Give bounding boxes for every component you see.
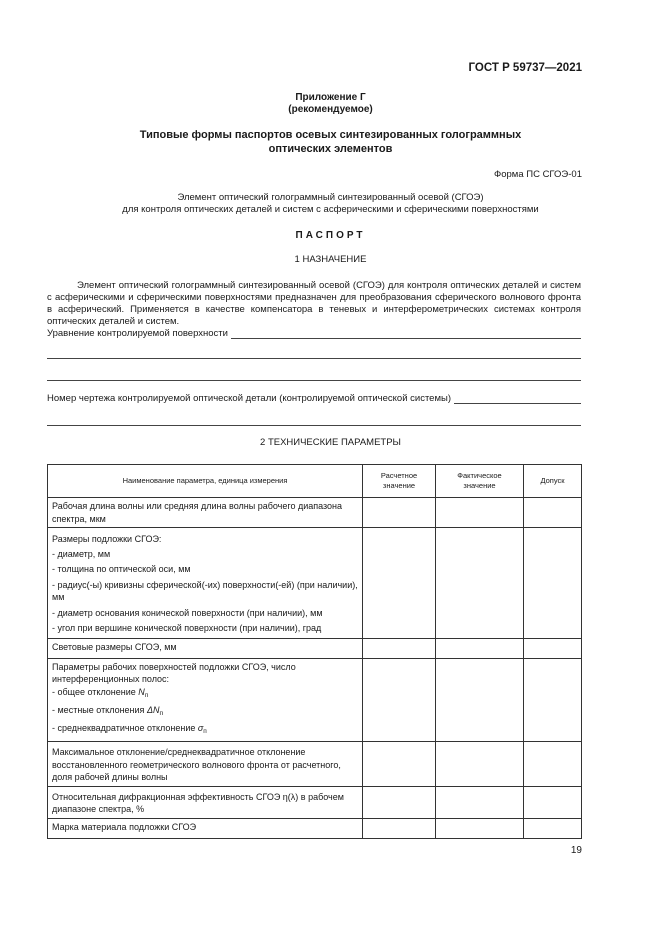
param-light-size: Световые размеры СГОЭ, мм: [48, 639, 363, 659]
calculated-cell[interactable]: [363, 498, 436, 528]
appendix-heading: [0, 92, 661, 116]
section1-title: 1 НАЗНАЧЕНИЕ: [294, 254, 367, 265]
equation-fill-line[interactable]: [231, 328, 581, 339]
forms-title-line1: Типовые формы паспортов осевых синтезированных голограммных: [139, 129, 522, 141]
section2-title: 2 ТЕХНИЧЕСКИЕ ПАРАМЕТРЫ: [260, 437, 401, 448]
equation-label: Уравнение контролируемой поверхности: [47, 328, 228, 339]
local-deviation-item: - местные отклонения $\Delta N_п$: [52, 705, 164, 717]
header-parameter: Наименование параметра, единица измерения: [48, 465, 363, 498]
drawing-number-label: Номер чертежа контролируемой оптической детали (контролируемой оптической системы): [47, 393, 451, 404]
actual-cell[interactable]: [436, 818, 524, 838]
standard-number: ГОСТ Р 59737—2021: [468, 62, 582, 74]
table-header-row: [48, 465, 582, 498]
calculated-cell[interactable]: [363, 742, 436, 787]
header-calculated: Расчетное значение: [363, 465, 436, 498]
element-description: [0, 192, 661, 216]
table-row: [48, 498, 582, 528]
actual-cell[interactable]: [436, 659, 524, 742]
calculated-cell[interactable]: [363, 659, 436, 742]
blank-line[interactable]: [47, 425, 581, 426]
param-wavefront-deviation: Максимальное отклонение/среднеквадратичное отклонение восстановленного геометрического волнового фронта от расчетного, доля рабочей длины волны: [48, 742, 363, 787]
param-substrate-size: Размеры подложки СГОЭ: - диаметр, мм - толщина по оптической оси, мм - радиус(-ы) кривизны сферической(-их) поверхности(-ей) (при наличии), мм - диаметр основания конической поверхности (при наличии), мм - угол при вершине конической поверхности (при наличии), град: [48, 528, 363, 639]
element-description-line1: Элемент оптический голограммный синтезированный осевой (СГОЭ): [177, 192, 484, 203]
calculated-cell[interactable]: [363, 818, 436, 838]
equation-field[interactable]: [47, 328, 581, 339]
header-actual: Фактическое значение: [436, 465, 524, 498]
blank-line[interactable]: [47, 380, 581, 381]
actual-cell[interactable]: [436, 498, 524, 528]
element-description-line2: для контроля оптических деталей и систем с асферическими и сферическими поверхностями: [122, 204, 539, 215]
form-code: Форма ПС СГОЭ-01: [494, 169, 582, 180]
header-tolerance: Допуск: [524, 465, 582, 498]
drawing-number-fill-line[interactable]: [454, 393, 581, 404]
calculated-cell[interactable]: [363, 639, 436, 659]
appendix-status: (рекомендуемое): [288, 104, 373, 115]
page-number: 19: [570, 845, 582, 856]
param-surface: Параметры рабочих поверхностей подложки СГОЭ, число интерференционных полос: - общее отклонение $N_п$ - местные отклонения $\Delta N_п$ - среднеквадратичное отклонение $\sigma_п$: [48, 659, 363, 742]
rms-deviation-item: - среднеквадратичное отклонение $\sigma_п$: [52, 723, 207, 735]
tolerance-cell[interactable]: [524, 818, 582, 838]
calculated-cell[interactable]: [363, 528, 436, 639]
tolerance-cell[interactable]: [524, 659, 582, 742]
tolerance-cell[interactable]: [524, 528, 582, 639]
table-row: [48, 639, 582, 659]
tolerance-cell[interactable]: [524, 786, 582, 818]
table-row: [48, 659, 582, 742]
purpose-text: Элемент оптический голограммный синтезированный осевой (СГОЭ) для контроля оптических деталей и систем с асферическими и сферическими поверхностями предназначен для преобразования сферического волнового фронта в асферический. Применяется в качестве компенсатора в теневых и интерферометрических системах контроля оптических деталей и систем.: [47, 280, 581, 327]
calculated-cell[interactable]: [363, 786, 436, 818]
table-row: [48, 742, 582, 787]
passport-title: ПАСПОРТ: [295, 230, 366, 241]
drawing-number-field[interactable]: [47, 393, 581, 404]
section1-paragraph: [47, 280, 581, 328]
parameters-table: [47, 464, 582, 839]
tolerance-cell[interactable]: [524, 639, 582, 659]
total-deviation-item: - общее отклонение $N_п$: [52, 687, 149, 699]
param-diffraction-efficiency: Относительная дифракционная эффективность СГОЭ η(λ) в рабочем диапазоне спектра, %: [48, 786, 363, 818]
actual-cell[interactable]: [436, 742, 524, 787]
param-substrate-material: Марка материала подложки СГОЭ: [48, 818, 363, 838]
actual-cell[interactable]: [436, 639, 524, 659]
table-row: [48, 818, 582, 838]
table-row: [48, 786, 582, 818]
param-wavelength: Рабочая длина волны или средняя длина волны рабочего диапазона спектра, мкм: [48, 498, 363, 528]
appendix-title: Приложение Г: [295, 92, 366, 103]
actual-cell[interactable]: [436, 786, 524, 818]
forms-title: [0, 129, 661, 156]
table-row: [48, 528, 582, 639]
actual-cell[interactable]: [436, 528, 524, 639]
forms-title-line2: оптических элементов: [268, 142, 393, 155]
tolerance-cell[interactable]: [524, 742, 582, 787]
blank-line[interactable]: [47, 358, 581, 359]
tolerance-cell[interactable]: [524, 498, 582, 528]
